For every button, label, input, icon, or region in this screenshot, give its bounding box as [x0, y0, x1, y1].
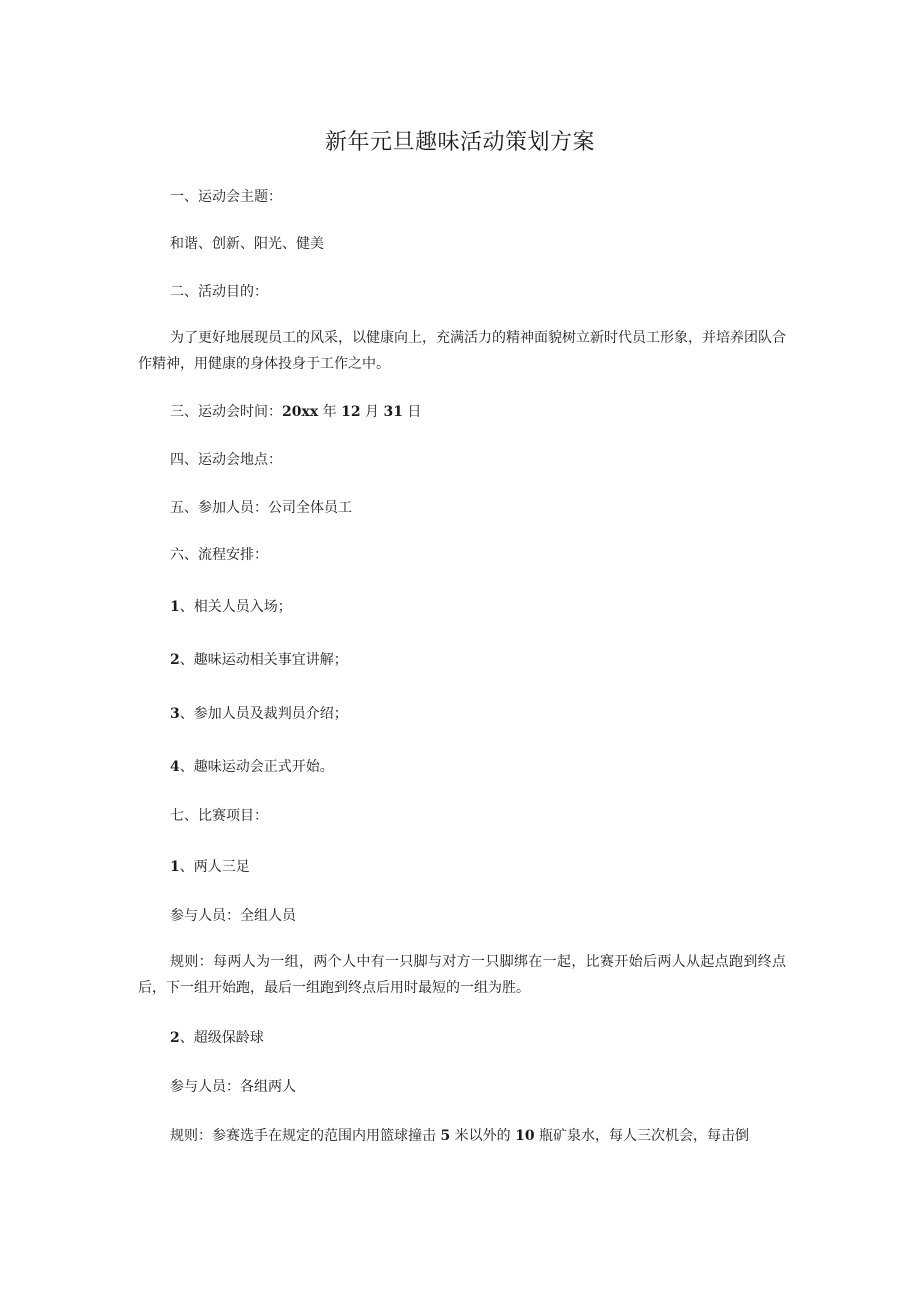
event-2-participants: 参与人员：各组两人	[170, 1079, 296, 1095]
flow-item-number: 2	[170, 652, 180, 668]
section-1-content: 和谐、创新、阳光、健美	[170, 236, 324, 252]
event-title: 、两人三足	[179, 859, 250, 875]
section-4-heading: 四、运动会地点：	[170, 452, 282, 468]
section-5-heading: 五、参加人员：公司全体员工	[170, 500, 352, 516]
section-7-heading: 七、比赛项目：	[170, 808, 268, 824]
event-1-rules: 规则：每两人为一组，两个人中有一只脚与对方一只脚绑在一起，比赛开始后两人从起点跑到终点后，下一组开始跑，最后一组跑到终点后用时最短的一组为胜。	[138, 954, 786, 996]
month-unit: 月	[360, 404, 384, 420]
event-2-rules	[170, 1126, 749, 1146]
year-unit: 年	[318, 404, 342, 420]
flow-item-text: 、趣味运动相关事宜讲解；	[179, 652, 348, 668]
distance-value: 5	[440, 1128, 451, 1144]
section-6-heading: 六、流程安排：	[170, 547, 268, 563]
section-2-content: 为了更好地展现员工的风采，以健康向上，充满活力的精神面貌树立新时代员工形象，并培养团队合作精神，用健康的身体投身于工作之中。	[138, 330, 786, 372]
rules-text: 米以外的	[450, 1128, 516, 1144]
flow-item-number: 4	[170, 759, 180, 775]
event-title: 、超级保龄球	[179, 1030, 264, 1046]
event-1-participants: 参与人员：全组人员	[170, 908, 296, 924]
flow-item-4	[170, 757, 334, 777]
rules-text: 瓶矿泉水，每人三次机会，每击倒	[534, 1128, 750, 1144]
flow-item-text: 、趣味运动会正式开始。	[179, 759, 334, 775]
flow-item-text: 、相关人员入场；	[179, 599, 292, 615]
day-value: 31	[383, 404, 403, 420]
bottle-count: 10	[515, 1128, 535, 1144]
year-value: 20xx	[282, 404, 319, 420]
event-2-name	[170, 1028, 264, 1048]
event-number: 1	[170, 859, 180, 875]
day-unit: 日	[402, 404, 422, 420]
rules-text: 规则：参赛选手在规定的范围内用篮球撞击	[170, 1128, 441, 1144]
event-1-name	[170, 857, 250, 877]
flow-item-2	[170, 650, 348, 670]
section-3-prefix: 三、运动会时间：	[170, 404, 282, 420]
month-value: 12	[341, 404, 361, 420]
flow-item-number: 3	[170, 706, 180, 722]
flow-item-3	[170, 704, 348, 724]
section-1-heading: 一、运动会主题：	[170, 189, 282, 205]
flow-item-1	[170, 597, 292, 617]
document-title: 新年元旦趣味活动策划方案	[324, 130, 595, 155]
section-2-heading: 二、活动目的：	[170, 284, 268, 300]
event-number: 2	[170, 1030, 180, 1046]
flow-item-text: 、参加人员及裁判员介绍；	[179, 706, 348, 722]
section-3-time	[170, 402, 421, 422]
flow-item-number: 1	[170, 599, 180, 615]
